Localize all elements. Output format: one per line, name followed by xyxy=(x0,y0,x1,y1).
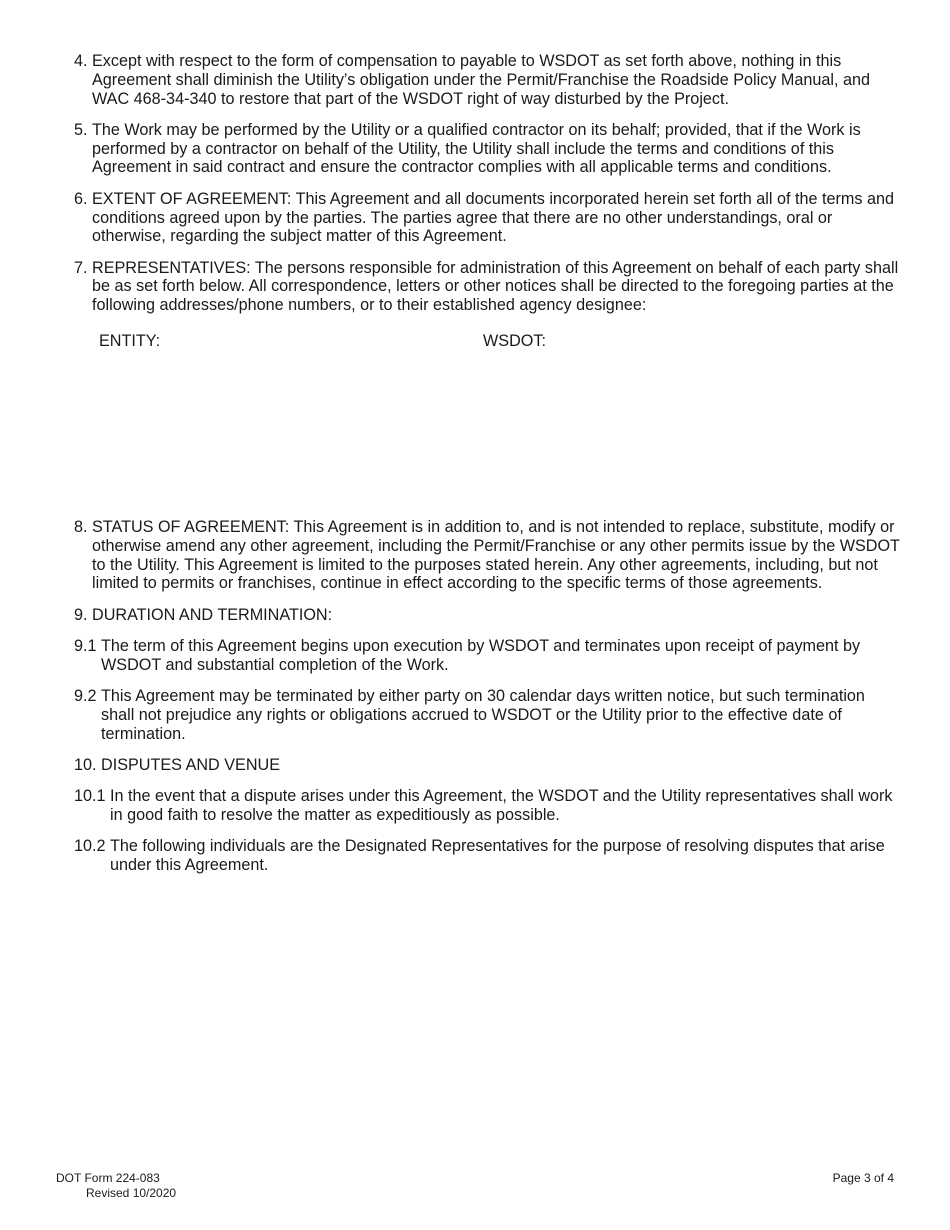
form-footer xyxy=(56,1171,176,1200)
agreement-body xyxy=(74,52,900,888)
clause-7-representatives xyxy=(74,259,900,315)
clause-number: 5. xyxy=(74,120,92,139)
page-number: Page 3 of 4 xyxy=(832,1171,894,1185)
revision-date: Revised 10/2020 xyxy=(86,1185,177,1200)
clause-9-1 xyxy=(74,637,900,675)
clause-10-2 xyxy=(74,837,900,875)
clause-number: 10. xyxy=(74,756,102,775)
clause-8-status-of-agreement xyxy=(74,518,900,593)
form-number: DOT Form 224-083 xyxy=(56,1171,160,1185)
clause-number: 8. xyxy=(74,518,92,537)
clause-text: The Work may be performed by the Utility or a qualified contractor on its behalf; provided, that if the Work is performed by a contractor on behalf of the Utility, the Utility shall include the terms and conditions of this Agreement in said contract and ensure the contractor complies with all applicable terms and conditions. xyxy=(92,120,861,177)
clause-text: REPRESENTATIVES: The persons responsible for administration of this Agreement on behalf of each party shall be as set forth below. All correspondence, letters or other notices shall be directed to the foregoing parties at the following addresses/phone numbers, or to their established agency designee: xyxy=(92,258,899,315)
clause-number: 10.2 xyxy=(74,837,111,856)
clause-6-extent-of-agreement xyxy=(74,190,900,246)
wsdot-label: WSDOT: xyxy=(483,331,546,350)
clause-text: The term of this Agreement begins upon execution by WSDOT and terminates upon receipt of payment by WSDOT and substantial completion of the Work. xyxy=(101,637,861,674)
representatives-block xyxy=(74,328,900,506)
clause-9-2 xyxy=(74,687,900,743)
clause-text: Except with respect to the form of compensation to payable to WSDOT as set forth above, nothing in this Agreement shall diminish the Utility’s obligation under the Permit/Franchise the Roadside Policy Manual, and WAC 468-34-340 to restore that part of the WSDOT right of way disturbed by the Project. xyxy=(92,52,871,108)
clause-text: In the event that a dispute arises under this Agreement, the WSDOT and the Utility representatives shall work in good faith to resolve the matter as expeditiously as possible. xyxy=(110,787,893,825)
clause-text: This Agreement may be terminated by either party on 30 calendar days written notice, but such termination shall not prejudice any rights or obligations accrued to WSDOT or the Utility prior to the effective date of termination. xyxy=(101,687,865,743)
clause-10-1 xyxy=(74,787,900,825)
clause-text: DURATION AND TERMINATION: xyxy=(92,605,333,624)
clause-10-disputes-and-venue xyxy=(74,756,900,775)
clause-number: 6. xyxy=(74,189,92,208)
clause-text: DISPUTES AND VENUE xyxy=(101,756,281,775)
clause-9-duration-and-termination xyxy=(74,606,900,625)
clause-number: 9. xyxy=(74,605,92,624)
clause-4 xyxy=(74,52,900,108)
clause-number: 9.2 xyxy=(74,687,102,706)
clause-text: The following individuals are the Designated Representatives for the purpose of resolving disputes that arise under this Agreement. xyxy=(110,837,885,875)
entity-label: ENTITY: xyxy=(99,331,161,350)
clause-number: 7. xyxy=(74,258,92,277)
clause-number: 4. xyxy=(74,52,92,70)
clause-5 xyxy=(74,121,900,177)
clause-number: 9.1 xyxy=(74,637,102,656)
clause-text: EXTENT OF AGREEMENT: This Agreement and all documents incorporated herein set forth all of the terms and conditions agreed upon by the parties. The parties agree that there are no other understandings, oral or otherwise, regarding the subject matter of this Agreement. xyxy=(92,189,894,246)
clause-text: STATUS OF AGREEMENT: This Agreement is in addition to, and is not intended to replace, substitute, modify or otherwise amend any other agreement, including the Permit/Franchise or any other permits issue by the WSDOT to the Utility. This Agreement is limited to the purposes stated herein. Any other agreements, including, but not limited to permits or franchises, continue in effect according to the specific terms of those agreements. xyxy=(92,518,900,593)
clause-number: 10.1 xyxy=(74,787,111,806)
